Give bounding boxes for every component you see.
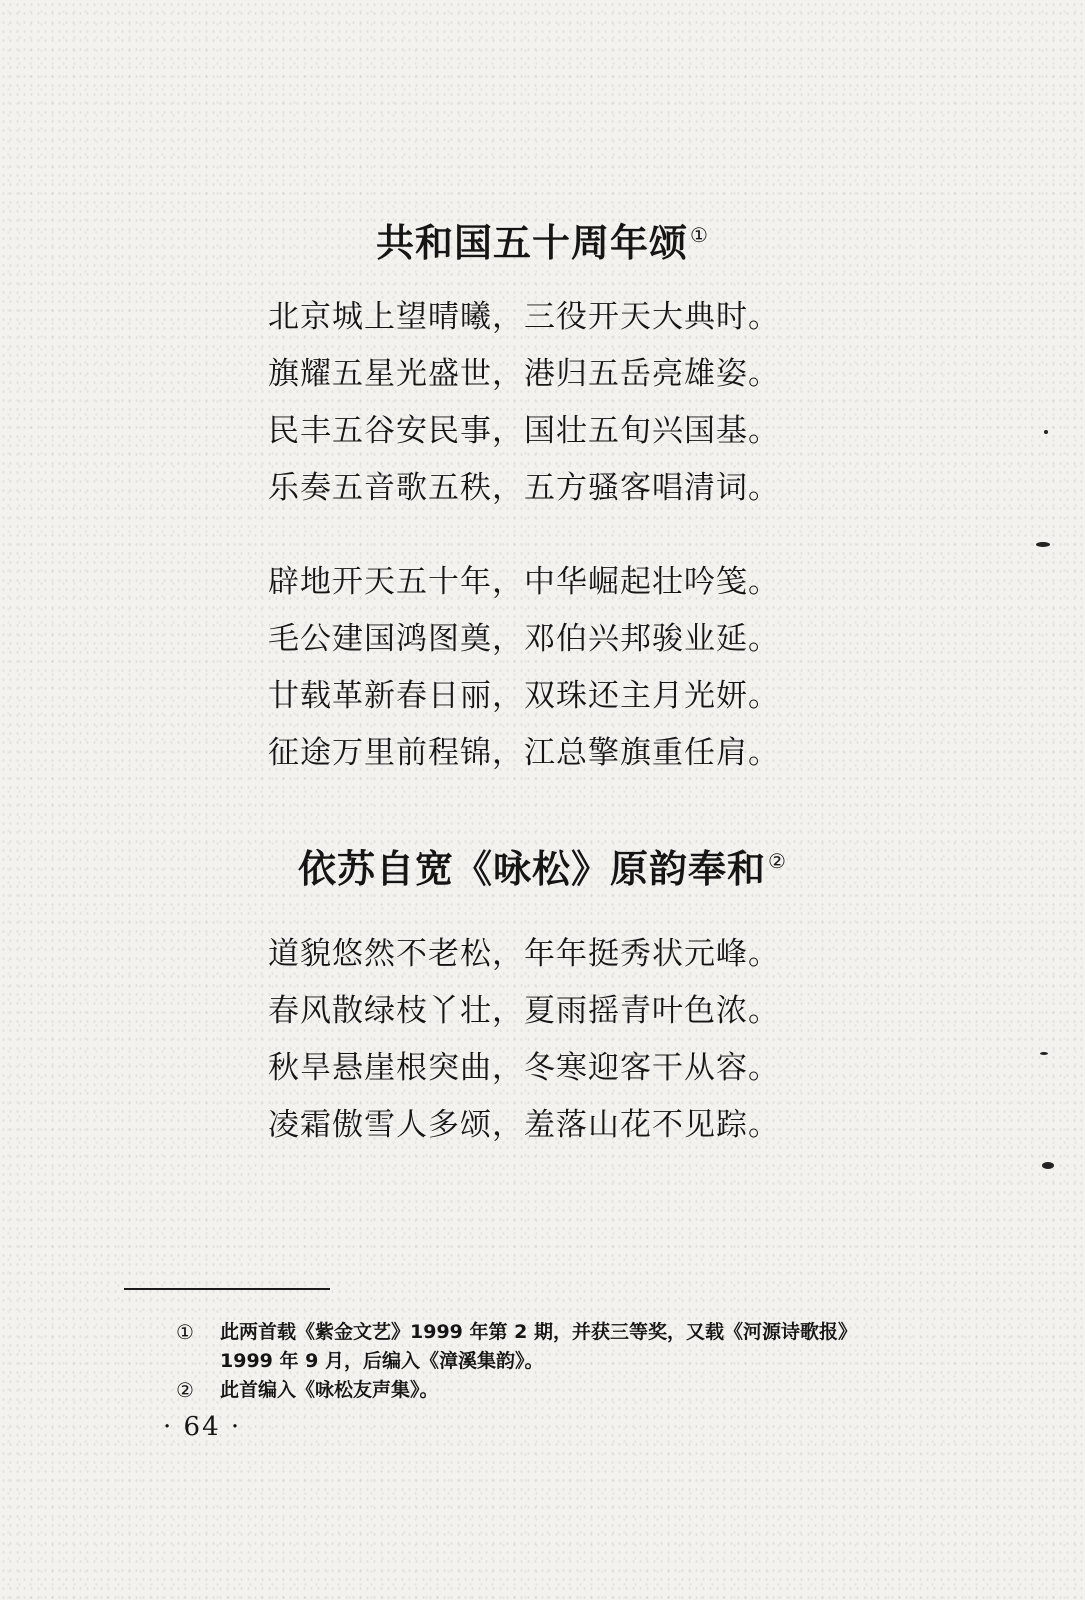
poem-1-stanza-2	[268, 554, 868, 782]
verse-line: 凌霜傲雪人多颂，羞落山花不见踪。	[268, 1107, 780, 1143]
verse-line: 北京城上望晴曦，三役开天大典时。	[268, 299, 780, 335]
poem-2-stanza-1	[268, 926, 868, 1154]
verse-line: 秋旱悬崖根突曲，冬寒迎客干从容。	[268, 1050, 780, 1086]
verse-line: 征途万里前程锦，江总擎旗重任肩。	[268, 735, 780, 771]
poem-1-stanza-1	[268, 289, 868, 517]
poem-title-2-text: 依苏自宽《咏松》原韵奉和	[298, 847, 767, 891]
verse-line: 辟地开天五十年，中华崛起壮吟笺。	[268, 564, 780, 600]
footnote-ref-2: ②	[768, 849, 787, 874]
footnote-marker: ②	[176, 1378, 194, 1402]
footnote-text: 此首编入《咏松友声集》。	[220, 1379, 439, 1401]
page-number: · 64 ·	[163, 1412, 242, 1442]
footnote-text: 1999 年 9 月，后编入《漳溪集韵》。	[220, 1350, 544, 1372]
footnote-text: 此两首载《紫金文艺》1999 年第 2 期，并获三等奖，又载《河源诗歌报》	[220, 1321, 857, 1343]
verse-line: 民丰五谷安民事，国壮五旬兴国基。	[268, 413, 780, 449]
scan-speck	[1042, 1162, 1054, 1169]
poem-title-2	[0, 838, 1085, 893]
footnote-2	[176, 1376, 996, 1405]
verse-line: 春风散绿枝丫壮，夏雨摇青叶色浓。	[268, 993, 780, 1029]
footnotes	[176, 1318, 996, 1405]
scan-speck	[1044, 430, 1048, 434]
poem-title-1-text: 共和国五十周年颂	[376, 221, 689, 265]
poem-title-1	[0, 212, 1085, 267]
footnote-1	[176, 1318, 996, 1376]
footnote-ref-1: ①	[690, 223, 709, 248]
scan-speck	[1040, 1052, 1048, 1055]
verse-line: 乐奏五音歌五秩，五方骚客唱清词。	[268, 470, 780, 506]
footnote-divider	[124, 1288, 330, 1290]
footnote-marker: ①	[176, 1320, 194, 1344]
verse-line: 道貌悠然不老松，年年挺秀状元峰。	[268, 936, 780, 972]
verse-line: 旗耀五星光盛世，港归五岳亮雄姿。	[268, 356, 780, 392]
verse-line: 毛公建国鸿图奠，邓伯兴邦骏业延。	[268, 621, 780, 657]
verse-line: 廿载革新春日丽，双珠还主月光妍。	[268, 678, 780, 714]
scan-speck	[1036, 542, 1050, 547]
